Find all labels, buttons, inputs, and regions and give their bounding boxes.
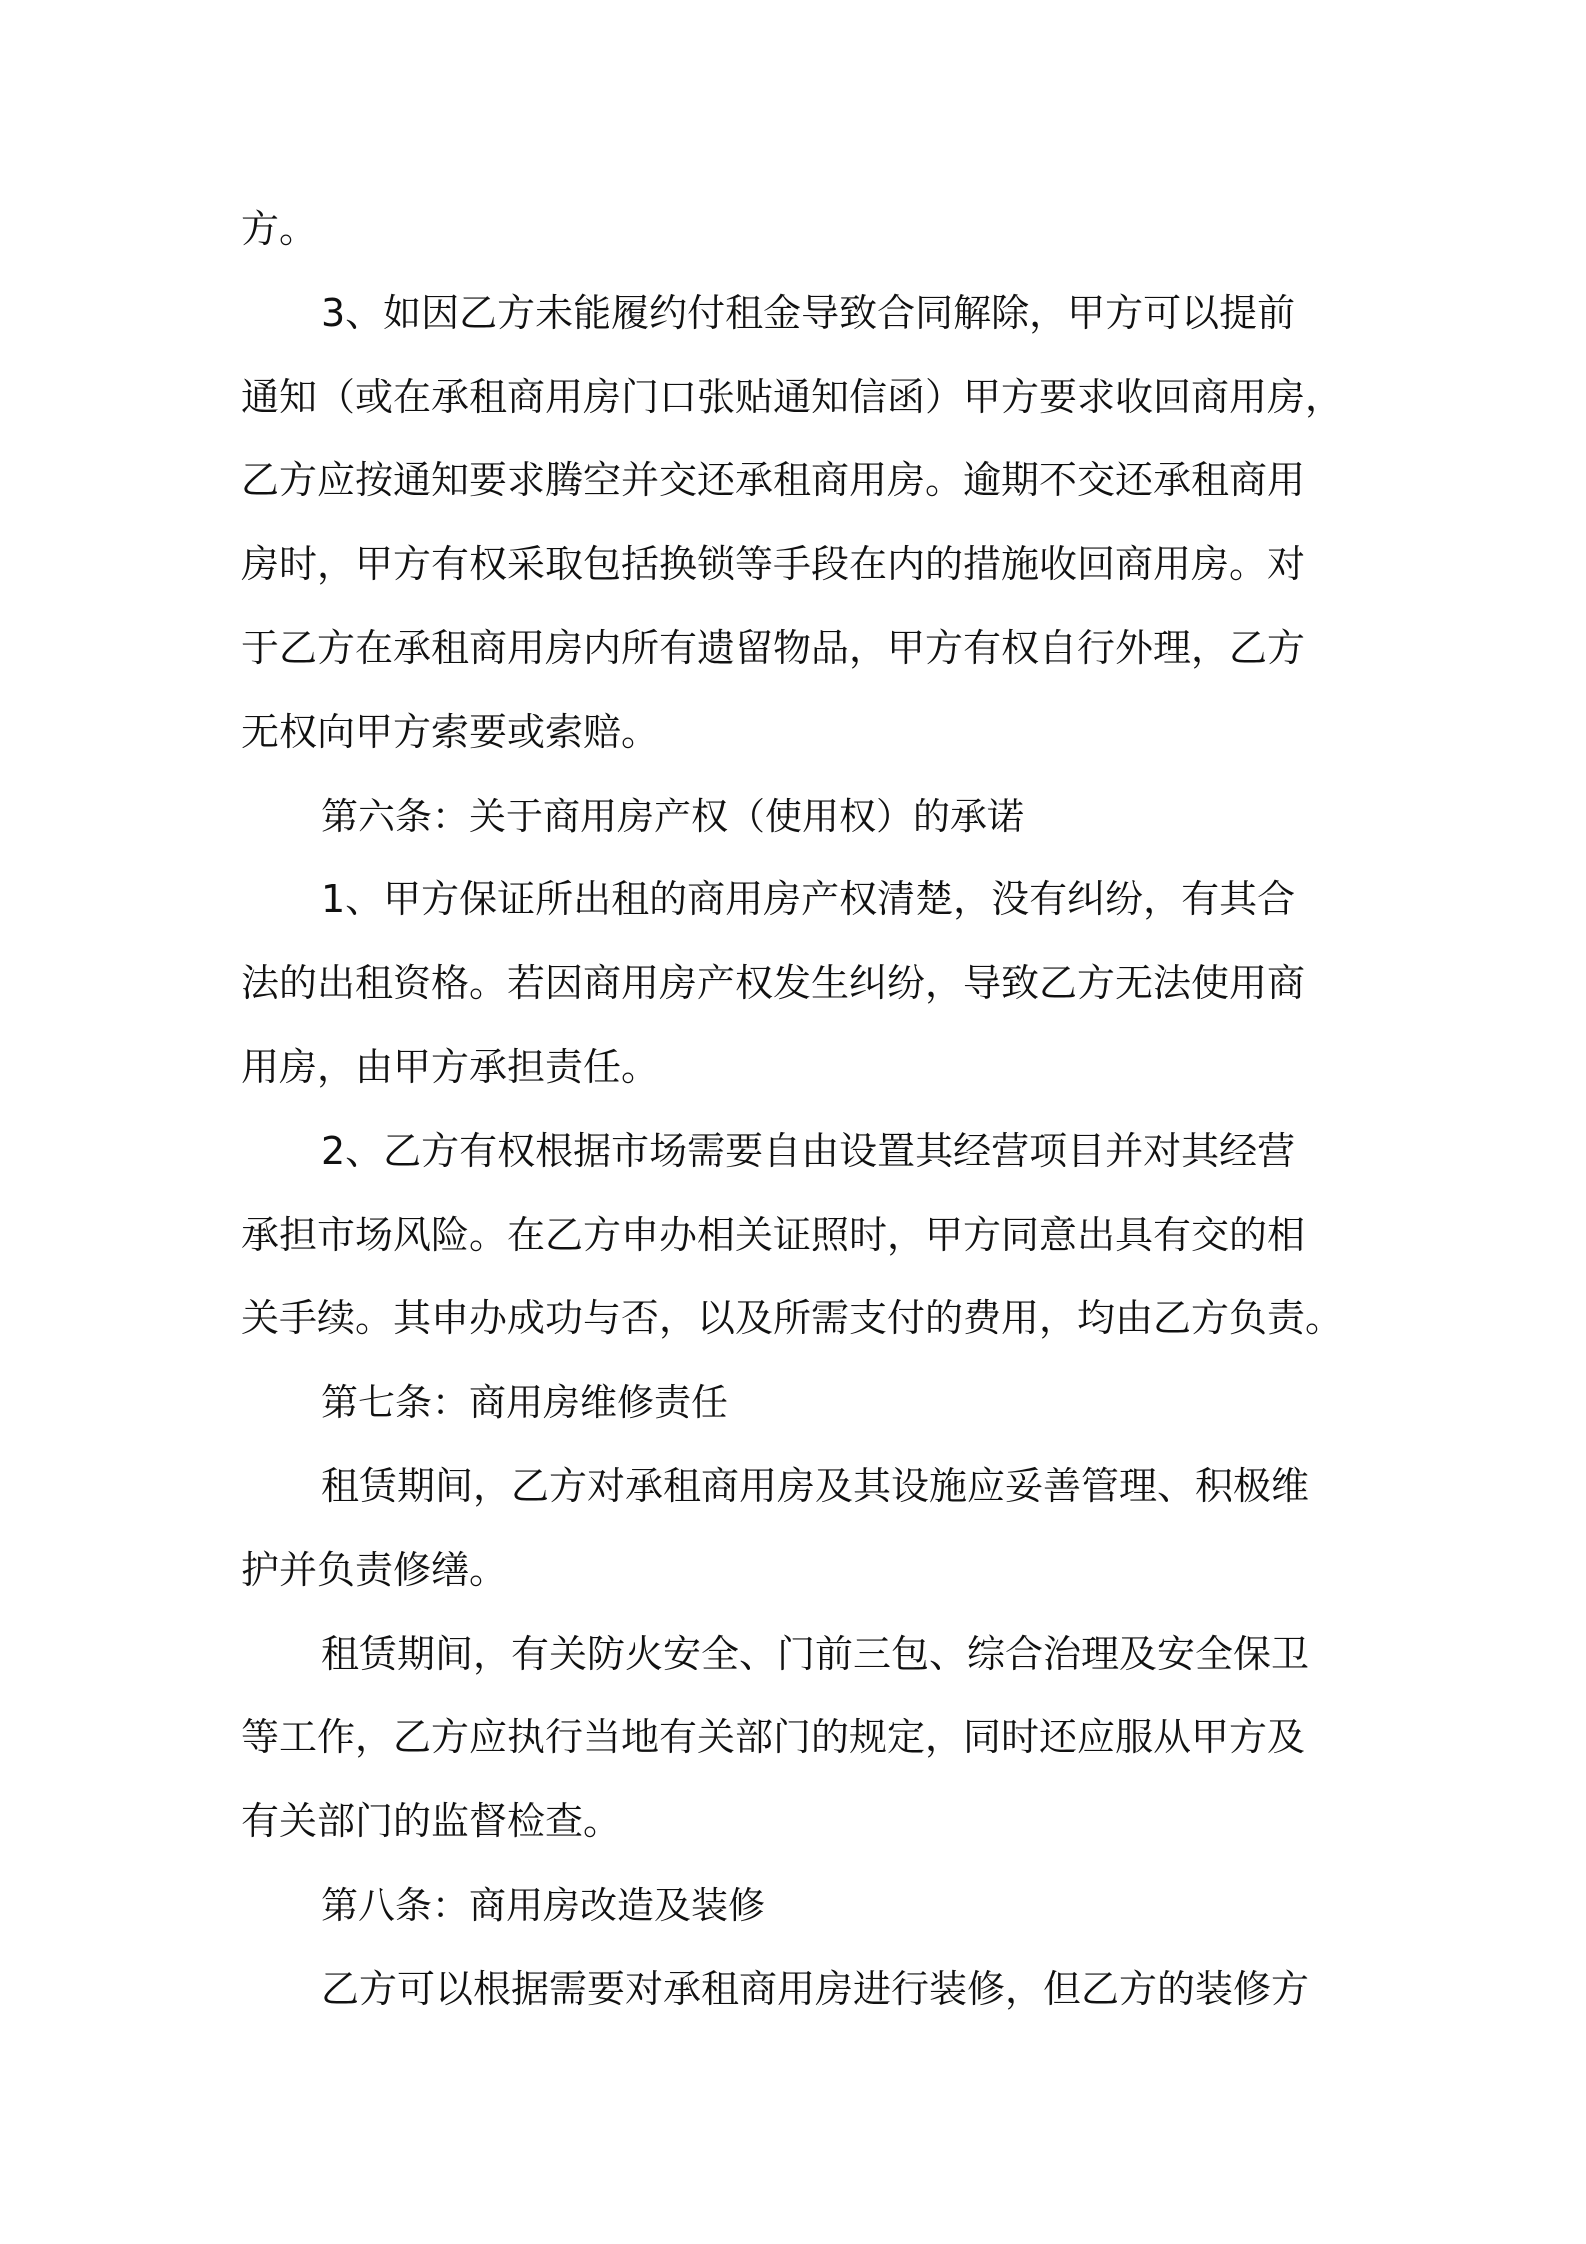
text-line: 法的出租资格。若因商用房产权发生纠纷，导致乙方无法使用商 bbox=[241, 961, 1306, 1006]
text-line: 无权向甲方索要或索赔。 bbox=[241, 709, 660, 754]
text-line: 3、如因乙方未能履约付租金导致合同解除，甲方可以提前 bbox=[321, 290, 1296, 335]
text-line: 房时，甲方有权采取包括换锁等手段在内的措施收回商用房。对 bbox=[241, 542, 1306, 587]
text-line: 关手续。其申办成功与否，以及所需支付的费用，均由乙方负责。 bbox=[241, 1296, 1344, 1341]
text-line: 乙方可以根据需要对承租商用房进行装修，但乙方的装修方 bbox=[321, 1966, 1310, 2011]
text-line: 方。 bbox=[241, 207, 318, 251]
text-line: 于乙方在承租商用房内所有遗留物品，甲方有权自行外理，乙方 bbox=[241, 625, 1306, 670]
text-line: 承担市场风险。在乙方申办相关证照时，甲方同意出具有交的相 bbox=[241, 1212, 1306, 1257]
text-line: 用房，由甲方承担责任。 bbox=[241, 1044, 660, 1089]
text-line: 租赁期间，有关防火安全、门前三包、综合治理及安全保卫 bbox=[321, 1631, 1310, 1676]
text-line: 护并负责修缮。 bbox=[241, 1547, 508, 1592]
article-heading: 第八条：商用房改造及装修 bbox=[321, 1883, 765, 1927]
contract-text-body bbox=[241, 188, 1361, 2032]
text-line: 1、甲方保证所出租的商用房产权清楚，没有纠纷，有其合 bbox=[321, 877, 1296, 922]
text-line: 2、乙方有权根据市场需要自由设置其经营项目并对其经营 bbox=[321, 1128, 1296, 1173]
text-line: 等工作，乙方应执行当地有关部门的规定，同时还应服从甲方及 bbox=[241, 1715, 1306, 1760]
text-line: 乙方应按通知要求腾空并交还承租商用房。逾期不交还承租商用 bbox=[241, 458, 1306, 503]
text-line: 通知（或在承租商用房门口张贴通知信函）甲方要求收回商用房， bbox=[241, 374, 1344, 419]
article-heading: 第七条：商用房维修责任 bbox=[321, 1381, 728, 1425]
article-heading: 第六条：关于商用房产权（使用权）的承诺 bbox=[321, 794, 1024, 838]
text-line: 有关部门的监督检查。 bbox=[241, 1799, 622, 1844]
text-line: 租赁期间，乙方对承租商用房及其设施应妥善管理、积极维 bbox=[321, 1463, 1310, 1508]
